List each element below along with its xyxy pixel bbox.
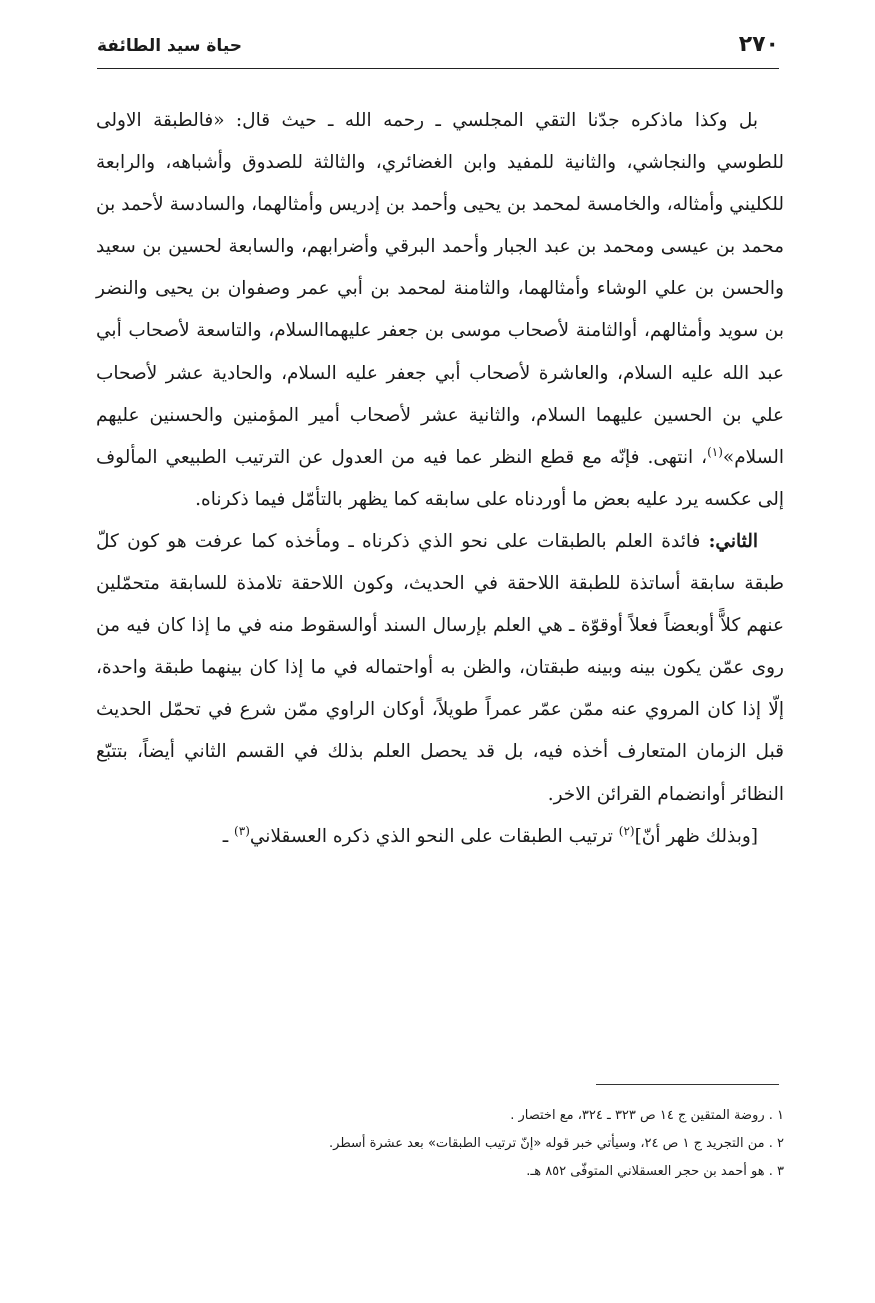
paragraph-2-lead: الثاني: — [708, 530, 758, 552]
paragraph-3-text: ترتيب الطبقات على النحو الذي ذكره العسقلاني — [249, 825, 619, 847]
running-title: حياة سيد الطائفة — [97, 36, 243, 56]
paragraph-1 — [96, 100, 784, 521]
main-text — [96, 100, 784, 858]
footnote-ref-3[interactable]: (٣) — [234, 823, 250, 838]
paragraph-2-text: فائدة العلم بالطبقات على نحو الذي ذكرناه ـ ومأخذه كما عرفت هو كون كلّ طبقة سابقة أساتذة للطبقة اللاحقة في الحديث، وكون اللاحقة تلامذة للسابقة متحمّلين عنهم كلاًّ أوبعضاً فعلاً أوقوّة ـ هي العلم بإرسال السند أوالسقوط منه في ما إذا كان فيه من روى عمّن يكون بينه وبينه طبقتان، والظن به أواحتماله في ما إذا كان بينهما طبقة واحدة، إلّا إذا كان المروي عنه ممّن عمّر عمراً طويلاً، أوكان الراوي ممّن شرع في تحمّل الحديث قبل الزمان المتعارف أخذه فيه، بل قد يحصل العلم بذلك في القسم الثاني أيضاً، بتتبّع النظائر أوانضمام القرائن الاخر. — [96, 530, 784, 805]
paragraph-2 — [96, 521, 784, 816]
running-head — [97, 30, 779, 66]
footnote-3: ٣ . هو أحمد بن حجر العسقلاني المتوفّى ٨٥٢ هـ. — [526, 1164, 784, 1179]
footnote-rule — [596, 1084, 779, 1085]
footnote-ref-1[interactable]: (١) — [707, 444, 723, 459]
paragraph-3 — [96, 816, 784, 858]
footnote-2: ٢ . من التجريد ج ١ ص ٢٤، وسيأتي خبر قوله «إنّ ترتيب الطبقات» بعد عشرة أسطر. — [329, 1136, 784, 1151]
paragraph-1-text: بل وكذا ماذكره جدّنا التقي المجلسي ـ رحمه الله ـ حيث قال: «فالطبقة الاولى للطوسي والنجاشي، والثانية للمفيد وابن الغضائري، والثالثة للصدوق وأشباهه، والرابعة للكليني وأمثاله، والخامسة لمحمد بن يحيى وأحمد بن إدريس وأمثالهما، والسادسة لأحمد بن محمد بن عيسى ومحمد بن عبد الجبار وأحمد البرقي وأضرابهم، والسابعة لحسين بن سعيد والحسن بن علي الوشاء وأمثالهما، والثامنة لمحمد بن أبي عمر وصفوان بن يحيى والنضر بن سويد وأمثالهم، أوالثامنة لأصحاب موسى بن جعفر عليهماالسلام، والتاسعة لأصحاب أبي عبد الله عليه السلام، والعاشرة لأصحاب أبي جعفر عليه السلام، والحادية عشر لأصحاب علي بن الحسين عليهما السلام، والثانية عشر لأصحاب أمير المؤمنين والحسنين عليهم السلام» — [96, 110, 784, 468]
page-number: ٢٧٠ — [738, 32, 779, 57]
footnotes — [96, 1102, 784, 1186]
footnote-1: ١ . روضة المتقين ج ١٤ ص ٣٢٣ ـ ٣٢٤، مع اختصار . — [510, 1108, 784, 1123]
paragraph-1-tail: ، انتهى. فإنّه مع قطع النظر عما فيه من العدول عن الترتيب الطبيعي المألوف إلى عكسه يرد عليه بعض ما أوردناه على سابقه كما يظهر بالتأمّل فيما ذكرناه. — [96, 446, 784, 510]
paragraph-3-dash: ـ — [222, 825, 235, 847]
footnote-ref-2[interactable]: (٢) — [618, 823, 635, 838]
header-rule — [97, 68, 779, 69]
paragraph-3-open: [وبذلك ظهر أنّ] — [634, 825, 758, 847]
